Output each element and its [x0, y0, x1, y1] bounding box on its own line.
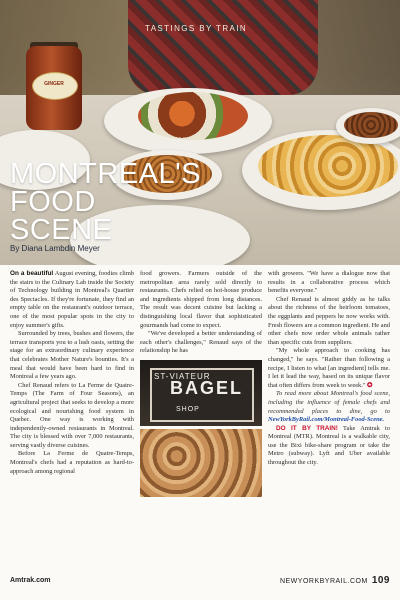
paragraph: Chef Renaud is almost giddy as he talks about the richness of the heirloom tomatoes, the eggplants and peppers he now works with. Fresh flowers are a common ingredient. He and other chefs now order whole animals rather than specific cuts from suppliers. — [268, 295, 390, 346]
byline: By Diana Lambdin Meyer — [10, 244, 100, 253]
paragraph: Before La Ferme de Quatre-Temps, Montreal's chefs had a reputation as hard-to-approach among regional — [10, 450, 134, 475]
cta-paragraph — [268, 425, 390, 468]
food-vegetables — [138, 92, 248, 140]
paragraph — [10, 270, 134, 330]
hero-photo — [0, 0, 400, 265]
footer-right — [280, 575, 390, 586]
food-poutine — [258, 135, 398, 197]
article-column-2 — [140, 270, 262, 497]
paragraph: Surrounded by trees, bushes and flowers, the terrace transports you to a lush oasis, setting the stage for an extraordinary culinary experience that celebrates Mother Nature's bounties. It's a meal that would have been hard to find in Montreal a few years ago. — [10, 330, 134, 381]
paragraph: "We've developed a better understanding of each other's challenges," Renaud says of the relationship he has — [140, 330, 262, 355]
page-title — [10, 160, 201, 244]
lead-in: On a beautiful — [10, 270, 54, 277]
promo-note — [268, 390, 390, 424]
promo-text: To read more about Montreal's food scene, including the influence of female chefs and recommended places to dine, go to — [268, 390, 390, 415]
paragraph: with growers. "We have a dialogue now that results in a collaborative process which benefits everyone." — [268, 270, 390, 295]
paragraph: food growers. Farmers outside of the metropolitan area rarely sold directly to restaurants. Chefs relied on hot-house produce and ingredients shipped from long distances. The result was decent cuisine but lacking a distinguishing local flavor that sophisticated gourmands had come to expect. — [140, 270, 262, 329]
bagel-shop-photo — [140, 360, 262, 426]
sign-text: ST-VIATEUR — [154, 371, 211, 381]
sign-text: BAGEL — [170, 377, 243, 398]
cta-heading: DO IT BY TRAIN! — [276, 424, 338, 432]
title-line: MONTREAL'S — [10, 158, 202, 190]
title-line: SCENE — [10, 214, 113, 246]
jar-label-text: GINGER — [44, 81, 64, 87]
diner-plaid-shirt — [128, 0, 318, 95]
footer-left: Amtrak.com — [10, 577, 51, 584]
promo-link[interactable]: NewYorkByRail.com/Montreal-Food-Scene. — [268, 416, 385, 424]
article-column-1 — [10, 270, 134, 476]
paragraph-text: "My whole approach to cooking has changed," he says. "Rather than following a recipe, I listen to what [an ingredient] tells me. I let it lead the way, based on its unique flavor that often differs from week to week." — [268, 347, 390, 389]
sign-text: SHOP — [176, 405, 200, 413]
bagels-photo — [140, 429, 262, 497]
cta-text: Take Amtrak to Montreal (MTR). Montreal is a walkable city, use the Bixi bike-share program or take the Metro (subway). Lyft and Uber available throughout the city. — [268, 424, 390, 467]
section-tag: TASTINGS BY TRAIN — [145, 24, 248, 33]
footer-site: NEWYORKBYRAIL.COM — [279, 578, 368, 585]
paragraph: Chef Renaud refers to La Ferme de Quatre-Temps (The Farm of Four Seasons), an agricultural project that seeks to develop a more ecological and nourishing food system in Quebec. One way is working with independently-owned restaurants in Montreal. The city is blessed with over 7,000 restaurants, serving vastly diverse cuisines. — [10, 381, 134, 449]
article-column-3 — [268, 270, 390, 468]
paragraph-text: August evening, foodies climb the stairs to the Culinary Lab inside the Society of Technology building in Montreal's Quartier des Spectacles. If they're fortunate, they find an empty table on the restaurant's outdoor terrace, one of the most popular spots in the city to enjoy summer's gifts. — [10, 270, 134, 329]
food-nuts — [344, 112, 398, 138]
page-number: 109 — [371, 575, 390, 586]
paragraph — [268, 347, 390, 390]
end-mark-icon: ✪ — [367, 381, 373, 389]
title-line: FOOD — [10, 186, 96, 218]
